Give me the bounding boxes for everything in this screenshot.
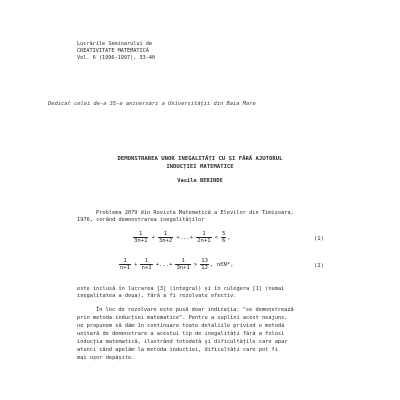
journal-header-line-3: Vol. 6 (1996-1997), 33-40	[77, 55, 156, 61]
eq1-relation: <	[214, 234, 219, 241]
eq2-fraction-2: $\frac{1}{n+2}$	[141, 258, 152, 271]
eq1-fraction-2: $\frac{1}{3n+2}$	[158, 231, 173, 244]
paragraph-1-line-2: 1976, cerând demonstrarea inegalităților	[77, 217, 205, 223]
paragraph-1-line-1: Problema 2079 din Revista Matematică a Elevilor din Timișoara,	[96, 210, 294, 216]
paragraph-3-line-1: În loc de rezolvare este pusă doar indicația: "se demonstrează	[96, 307, 294, 313]
paper-title-line-1: DEMONSTRAREA UNOR INEGALITĂȚI CU ȘI FĂRĂ AJUTORUL	[117, 156, 283, 162]
paragraph-3-line-2: prin metoda inducției matematice". Pentru a suplini acest neajuns,	[77, 315, 288, 321]
eq2-ellipsis: +...+	[155, 261, 173, 268]
paper-title-line-2: INDUCȚIEI MATEMATICE	[166, 164, 234, 170]
paragraph-3-line-5: inducția matematică, ilustrând totodată și dificultățile care apar	[77, 339, 288, 345]
eq1-end: ,	[227, 234, 231, 241]
eq1-fraction-3: $\frac{1}{2n+1}$	[197, 231, 211, 244]
equation-2-number: (2)	[314, 263, 324, 269]
eq1-ellipsis: +...+	[176, 234, 194, 241]
dedication: Dedicat celei de-a 35-a aniversări a Universității din Baia Mare	[48, 101, 256, 107]
eq2-fraction-4: $\frac{13}{12}$	[201, 258, 209, 271]
eq2-end: , n∈N*,	[210, 261, 234, 268]
eq2-fraction-1: $\frac{1}{n+1}$	[120, 258, 131, 271]
journal-header-line-1: Lucrările Seminarului de	[77, 41, 152, 47]
eq1-operator: +	[151, 234, 155, 241]
eq2-operator: +	[134, 261, 138, 268]
paragraph-3-line-7: mai ușor depășite.	[77, 355, 135, 361]
paragraph-3-line-4: unitară de demonstrare a acestui tip de inegalități fără a folosi	[77, 331, 285, 337]
eq1-fraction-1: $\frac{1}{3n+1}$	[134, 231, 148, 244]
eq2-fraction-3: $\frac{1}{3n+1}$	[176, 258, 190, 271]
equation-1-number: (1)	[314, 236, 324, 242]
paragraph-2-line-2: inegalitatea a doua), fără a fi rezolvate efectiv.	[77, 293, 237, 299]
eq1-fraction-4: $\frac{5}{6}$	[222, 231, 226, 244]
paragraph-3-line-6: atunci când apelăm la metoda inducției, dificultăți care pot fi	[77, 347, 278, 353]
paragraph-2-line-1: este inclusă în lucrarea [3] (integral) și în culegera [1] (numai	[77, 286, 285, 292]
equation-2	[118, 258, 234, 271]
author-name: Vasile BERINDE	[177, 178, 223, 184]
paragraph-3-line-3: ne propunem să dăm în continuare toate detaliile privind o metodă	[77, 323, 285, 329]
journal-header-line-2: CREATIVITATE MATEMATICĂ	[77, 48, 149, 54]
equation-1	[132, 231, 231, 244]
eq2-relation: >	[193, 261, 198, 268]
